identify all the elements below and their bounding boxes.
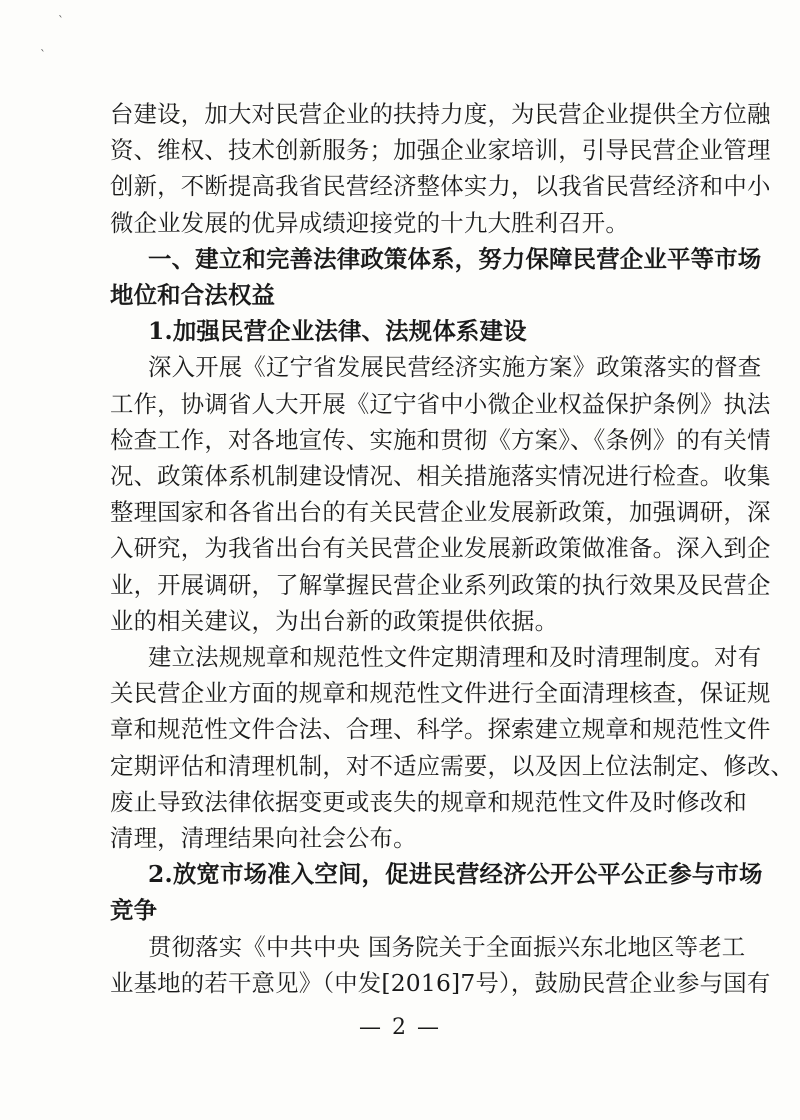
subsection-heading: 2.放宽市场准入空间，促进民营经济公开公平公正参与市场: [148, 860, 763, 889]
body-line: 业，开展调研，了解掌握民营企业系列政策的执行效果及民营企: [110, 570, 771, 599]
body-line: 检查工作，对各地宣传、实施和贯彻《方案》、《条例》的有关情: [110, 425, 771, 454]
subsection-heading: 1.加强民营企业法律、法规体系建设: [148, 317, 527, 346]
body-line: 台建设，加大对民营企业的扶持力度，为民营企业提供全方位融: [110, 100, 771, 128]
section-heading: 一、建立和完善法律政策体系，努力保障民营企业平等市场: [148, 244, 762, 273]
subsection-heading: 竞争: [110, 896, 158, 925]
body-line: 关民营企业方面的规章和规范性文件进行全面清理核查，保证规: [110, 679, 771, 708]
body-line: 况、政策体系机制建设情况、相关措施落实情况进行检查。收集: [110, 462, 771, 490]
section-heading: 地位和合法权益: [110, 281, 276, 309]
body-line: 业的相关建议，为出台新的政策提供依据。: [110, 606, 559, 635]
body-line: 章和规范性文件合法、合理、科学。探索建立规章和规范性文件: [110, 715, 771, 744]
scan-mark: `: [58, 14, 64, 28]
page-number: — 2 —: [359, 1015, 441, 1040]
body-line: 业基地的若干意见》（中发[2016]7号），鼓励民营企业参与国有: [110, 968, 771, 997]
body-line: 入研究，为我省出台有关民营企业发展新政策做准备。深入到企: [110, 534, 771, 563]
body-line: 整理国家和各省出台的有关民营企业发展新政策，加强调研，深: [110, 498, 771, 527]
body-line: 贯彻落实《中共中央 国务院关于全面振兴东北地区等老工: [148, 932, 746, 961]
body-line: 建立法规规章和规范性文件定期清理和及时清理制度。对有: [148, 643, 762, 671]
body-line: 微企业发展的优异成绩迎接党的十九大胜利召开。: [110, 208, 629, 237]
scan-mark: `: [40, 48, 46, 62]
body-line: 废止导致法律依据变更或丧失的规章和规范性文件及时修改和: [110, 787, 747, 816]
body-line: 资、维权、技术创新服务；加强企业家培训，引导民营企业管理: [110, 136, 771, 165]
body-line: 清理，清理结果向社会公布。: [110, 824, 417, 852]
body-line: 工作，协调省人大开展《辽宁省中小微企业权益保护条例》执法: [110, 389, 771, 418]
body-line: 深入开展《辽宁省发展民营经济实施方案》政策落实的督查: [148, 353, 762, 382]
body-line: 定期评估和清理机制，对不适应需要，以及因上位法制定、修改、: [110, 751, 795, 780]
body-line: 创新，不断提高我省民营经济整体实力，以我省民营经济和中小: [110, 172, 771, 201]
